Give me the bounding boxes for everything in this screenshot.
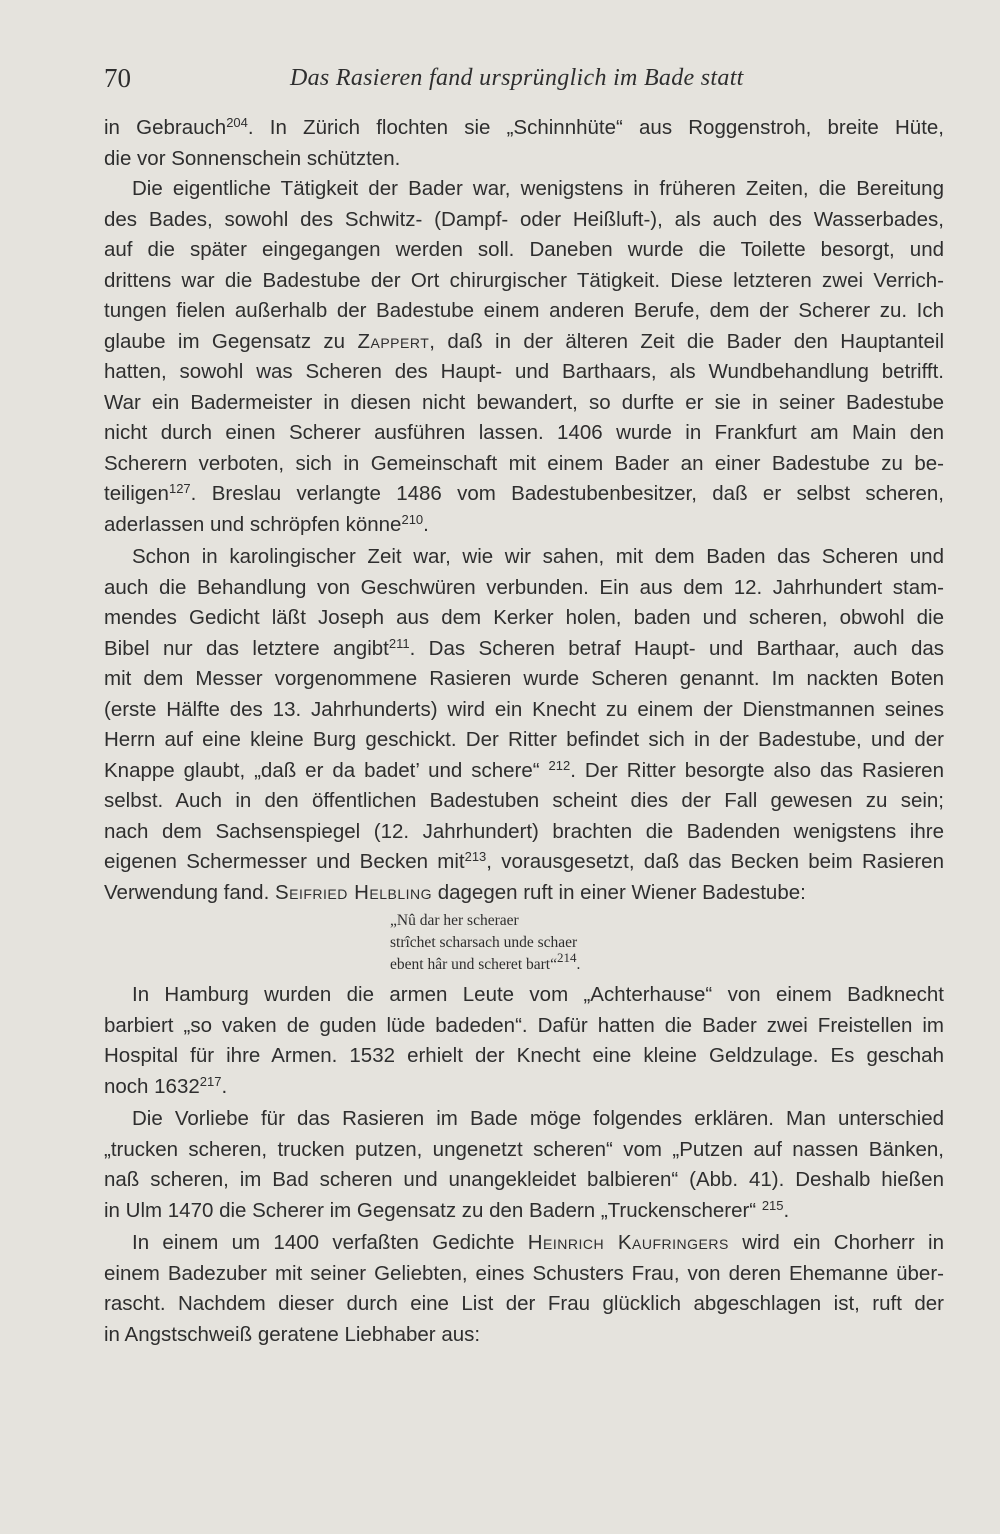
body-text	[104, 113, 944, 1350]
verse-line: ebent hâr und scheret bart“$^{214}$.	[390, 950, 581, 973]
text-line: nicht durch einen Scherer ausführen lassen. 1406 wurde in Frankfurt am Main den	[104, 421, 944, 444]
text-line: teiligen$^{127}$. Breslau verlangte 1486 vom Badestubenbesitzer, daß er selbst scheren,	[104, 481, 944, 505]
verse-line: „Nû dar her scheraer	[390, 912, 519, 929]
text-line: Hospital für ihre Armen. 1532 erhielt der Knecht eine kleine Geldzulage. Es geschah	[104, 1044, 944, 1067]
text-line: eigenen Schermesser und Becken mit$^{213}$, vorausgesetzt, daß das Becken beim Rasieren	[104, 849, 944, 873]
author-name: Seifried Helbling	[274, 880, 433, 904]
text-line: In Hamburg wurden die armen Leute vom „Achterhause“ von einem Badknecht	[132, 983, 944, 1006]
text-line: Knappe glaubt, „daß er da badet’ und schere“ $^{212}$. Der Ritter besorgte also das Rasieren	[104, 757, 944, 782]
text-line: Scherern verboten, sich in Gemeinschaft mit einem Bader an einer Badestube zu be-	[104, 451, 944, 475]
text-line: Herrn auf eine kleine Burg geschickt. Der Ritter befindet sich in der Badestube, und der	[104, 728, 944, 751]
footnote-ref: 213	[464, 849, 487, 864]
text-line: Die eigentliche Tätigkeit der Bader war, wenigstens in früheren Zeiten, die Bereitung	[132, 177, 944, 200]
footnote-ref: 215	[761, 1197, 784, 1213]
text-line: auch die Behandlung von Geschwüren verbunden. Ein aus dem 12. Jahrhundert stam-	[104, 575, 944, 599]
author-name: Zappert	[357, 329, 430, 353]
text-line: in Gebrauch$^{204}$. In Zürich flochten sie „Schinnhüte“ aus Roggenstroh, breite Hüte,	[104, 115, 944, 139]
text-line: Die Vorliebe für das Rasieren im Bade möge folgendes erklären. Man unterschied	[132, 1107, 944, 1130]
verse-line: strîchet scharsach unde schaer	[390, 934, 578, 951]
footnote-ref: 212	[548, 757, 571, 773]
text-line: die vor Sonnenschein schützten.	[104, 146, 401, 170]
text-line: barbiert „so vaken de guden lüde badeden“. Dafür hatten die Bader zwei Freistellen im	[104, 1013, 944, 1037]
footnote-ref: 127	[168, 481, 191, 496]
text-line: nach dem Sachsenspiegel (12. Jahrhundert) brachten die Badenden wenigstens ihre	[104, 819, 944, 843]
footnote-ref: 217	[199, 1073, 222, 1089]
running-title: Das Rasieren fand ursprünglich im Bade statt	[290, 65, 744, 91]
page-number: 70	[104, 63, 131, 93]
text-line: In einem um 1400 verfaßten Gedichte Heinrich Kaufringers wird ein Chorherr in	[132, 1231, 944, 1254]
text-line: tungen fielen außerhalb der Badestube einem anderen Berufe, dem der Scherer zu. Ich	[104, 299, 944, 322]
text-line: „trucken scheren, trucken putzen, ungenetzt scheren“ vom „Putzen auf nassen Bänken,	[104, 1137, 944, 1161]
text-line: naß scheren, im Bad scheren und unangekleidet balbieren“ (Abb. 41). Deshalb hießen	[104, 1168, 944, 1191]
footnote-ref: 211	[388, 635, 410, 651]
text-line: glaube im Gegensatz zu Zappert, daß in der älteren Zeit die Bader den Hauptanteil	[104, 329, 944, 353]
text-line: Verwendung fand. Seifried Helbling dagegen ruft in einer Wiener Badestube:	[104, 880, 806, 904]
running-head	[104, 60, 944, 96]
text-line: mendes Gedicht läßt Joseph aus dem Kerker holen, baden und scheren, obwohl die	[104, 606, 944, 629]
text-line: rascht. Nachdem dieser durch eine List der Frau glücklich abgeschlagen ist, ruft der	[104, 1292, 944, 1315]
text-line: War ein Badermeister in diesen nicht bewandert, so durfte er sie in seiner Badestube	[104, 390, 944, 414]
text-line: Schon in karolingischer Zeit war, wie wir sahen, mit dem Baden das Scheren und	[132, 545, 944, 568]
text-line: noch 1632$^{217}$.	[104, 1073, 228, 1098]
text-line: einem Badezuber mit seiner Geliebten, eines Schusters Frau, von deren Ehemanne über-	[104, 1261, 944, 1285]
text-line: aderlassen und schröpfen könne$^{210}$.	[104, 511, 429, 536]
text-line: drittens war die Badestube der Ort chirurgischer Tätigkeit. Diese letzteren zwei Verrich-	[104, 268, 944, 292]
footnote-ref: 210	[401, 511, 424, 527]
text-line: hatten, sowohl was Scheren des Haupt- und Barthaars, als Wundbehandlung betrifft.	[104, 360, 944, 383]
author-name: Heinrich Kaufringers	[527, 1231, 729, 1254]
footnote-ref: 204	[226, 115, 248, 130]
text-line: (erste Hälfte des 13. Jahrhunderts) wird ein Knecht zu einem der Dienstmannen seines	[104, 697, 944, 721]
text-line: in Angstschweiß geratene Liebhaber aus:	[104, 1322, 481, 1346]
footnote-ref: 214	[556, 950, 577, 965]
text-line: selbst. Auch in den öffentlichen Badestuben scheint dies der Fall gewesen zu sein;	[104, 789, 944, 812]
text-line: auf die später eingegangen werden soll. Daneben wurde die Toilette besorgt, und	[104, 238, 944, 261]
text-line: mit dem Messer vorgenommene Rasieren wurde Scheren genannt. Im nackten Boten	[104, 667, 944, 690]
text-line: in Ulm 1470 die Scherer im Gegensatz zu den Badern „Truckenscherer“ $^{215}$.	[104, 1197, 790, 1222]
text-line: des Bades, sowohl des Schwitz- (Dampf- oder Heißluft-), als auch des Wasserbades,	[104, 207, 944, 231]
text-line: Bibel nur das letztere angibt$^{211}$. Das Scheren betraf Haupt- und Barthaar, auch das	[104, 635, 944, 660]
